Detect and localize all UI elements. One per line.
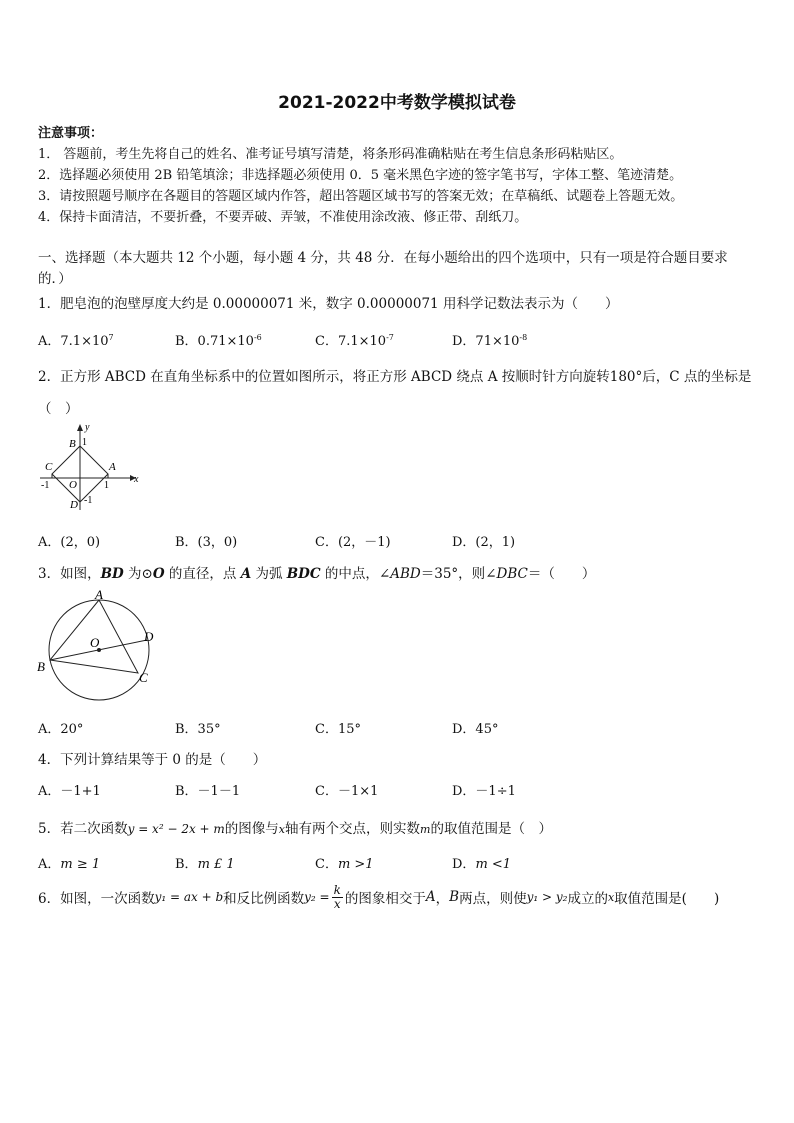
notice-item-2: 2．选择题必须使用 2B 铅笔填涂；非选择题必须使用 0．5 毫米黑色字迹的签字笔书写，字体工整、笔迹清楚。 xyxy=(38,168,683,183)
notice-item-3: 3．请按照题号顺序在各题目的答题区域内作答，超出答题区域书写的答案无效；在草稿纸、试题卷上答题无效。 xyxy=(38,189,684,204)
question-2-line2: （ ） xyxy=(38,401,79,417)
label-o: O xyxy=(90,635,100,650)
q4-option-d[interactable]: D．－1÷1 xyxy=(452,784,516,799)
label-one-top: 1 xyxy=(82,437,87,448)
q2-coordinate-figure xyxy=(36,420,140,514)
q3-circle-figure xyxy=(34,585,164,705)
label-d: D xyxy=(144,629,154,644)
label-a: A xyxy=(95,587,103,602)
q2-option-b[interactable]: B．(3，0) xyxy=(175,535,238,550)
q4-option-b[interactable]: B．－1－1 xyxy=(175,784,241,799)
y-axis-arrow-icon xyxy=(77,424,83,431)
label-neg-one-bottom: -1 xyxy=(84,495,93,506)
label-a: A xyxy=(109,461,116,473)
q5-option-d[interactable]: D．m <1 xyxy=(452,857,512,872)
page-title: 2021-2022中考数学模拟试卷 xyxy=(278,93,516,113)
section-heading-line1: 一、选择题（本大题共 12 个小题，每小题 4 分，共 48 分．在每小题给出的四个选项中，只有一项是符合题目要求 xyxy=(38,250,728,266)
label-one-right: 1 xyxy=(104,480,109,491)
label-x: x xyxy=(134,474,139,485)
label-b: B xyxy=(69,438,76,450)
question-3-text: 3．如图，BD 为⊙O 的直径，点 A 为弧 BDC 的中点，∠ABD＝35°，则∠DBC＝（ ） xyxy=(38,566,596,582)
section-heading-line2: 的．） xyxy=(38,271,72,287)
notice-heading: 注意事项： xyxy=(38,126,104,141)
q1-option-c[interactable]: C．$7.1\times 10^{-7}$ xyxy=(315,333,394,349)
q5-option-c[interactable]: C．m >1 xyxy=(315,857,374,872)
label-d: D xyxy=(70,499,78,511)
label-o: O xyxy=(69,479,77,491)
q2-option-c[interactable]: C．(2，－1) xyxy=(315,535,391,550)
label-y: y xyxy=(85,422,90,433)
label-neg-one-left: -1 xyxy=(41,480,50,491)
question-4-text: 4．下列计算结果等于 0 的是（ ） xyxy=(38,752,267,768)
question-2-line1: 2．正方形 ABCD 在直角坐标系中的位置如图所示，将正方形 ABCD 绕点 A 按顺时针方向旋转180°后，C 点的坐标是 xyxy=(38,369,752,385)
question-6-text: 6．如图，一次函数 y₁ = ax + b 和反比例函数 y₂ = $\frac{k}{x}$ 的图象相交于 A ， B 两点，则使 y₁ > y₂ 成立的 x 取值范围是( ) xyxy=(38,882,720,911)
q4-option-a[interactable]: A．－1+1 xyxy=(38,784,101,799)
q1-option-b[interactable]: B．$0.71\times 10^{-6}$ xyxy=(175,333,262,349)
fraction-k-over-x: $\frac{k}{x}$ xyxy=(333,882,341,911)
q3-option-b[interactable]: B．35° xyxy=(175,722,221,737)
label-c: C xyxy=(45,461,53,473)
label-c: C xyxy=(139,670,148,685)
label-b: B xyxy=(37,659,45,674)
q2-option-a[interactable]: A．(2，0) xyxy=(38,535,101,550)
q3-option-d[interactable]: D．45° xyxy=(452,722,499,737)
q3-option-c[interactable]: C．15° xyxy=(315,722,361,737)
q2-option-d[interactable]: D．(2，1) xyxy=(452,535,516,550)
question-5-text: 5．若二次函数y = x² − 2x + m的图像与x轴有两个交点，则实数m的取值范围是（ ） xyxy=(38,821,552,837)
q5-option-a[interactable]: A．m ≥ 1 xyxy=(38,857,101,872)
q1-option-d[interactable]: D．$71\times 10^{-8}$ xyxy=(452,333,528,349)
q3-option-a[interactable]: A．20° xyxy=(38,722,84,737)
q1-option-a[interactable]: A．$7.1\times 10^7$ xyxy=(38,333,114,349)
q4-option-c[interactable]: C．－1×1 xyxy=(315,784,379,799)
q5-option-b[interactable]: B．m £ 1 xyxy=(175,857,235,872)
notice-item-4: 4．保持卡面清洁，不要折叠，不要弄破、弄皱，不准使用涂改液、修正带、刮纸刀。 xyxy=(38,210,528,225)
question-1-text: 1．肥皂泡的泡壁厚度大约是 0.00000071 米，数字 0.00000071 用科学记数法表示为（ ） xyxy=(38,296,619,312)
notice-item-1: 1． 答题前，考生先将自己的姓名、准考证号填写清楚，将条形码准确粘贴在考生信息条形码粘贴区。 xyxy=(38,147,623,162)
